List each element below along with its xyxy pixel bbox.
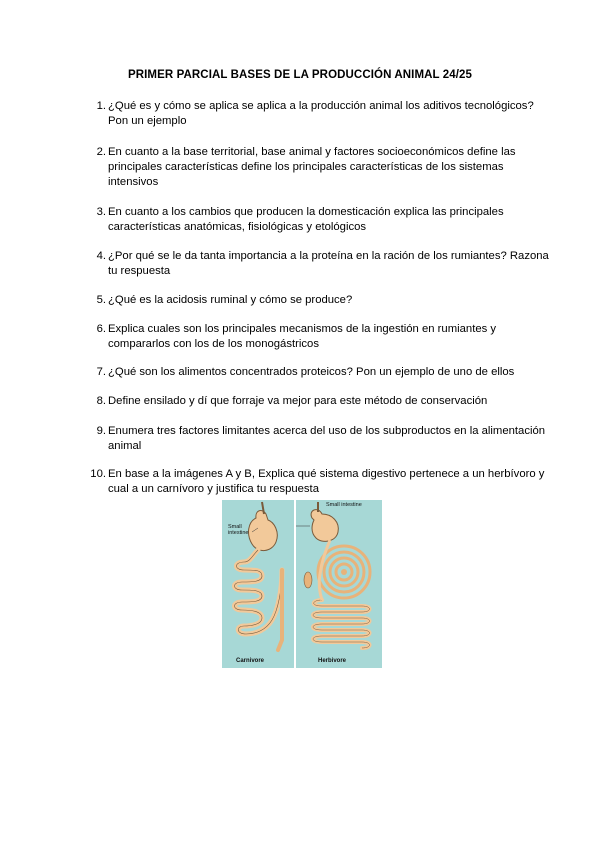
question-2 bbox=[90, 145, 550, 190]
herbivore-caption: Herbivore bbox=[318, 658, 347, 664]
herbivore-intestine-label: Small intestine bbox=[326, 502, 362, 508]
question-9 bbox=[90, 424, 550, 454]
herbivore-stomach bbox=[311, 510, 338, 542]
question-7 bbox=[90, 365, 550, 380]
question-4 bbox=[90, 249, 550, 279]
question-text: ¿Qué es y cómo se aplica se aplica a la producción animal los aditivos tecnológicos? Pon un ejemplo bbox=[108, 100, 534, 127]
question-8 bbox=[90, 394, 550, 409]
exam-title: PRIMER PARCIAL BASES DE LA PRODUCCIÓN ANIMAL 24/25 bbox=[127, 69, 473, 81]
question-number: 7. bbox=[96, 366, 106, 378]
question-3 bbox=[90, 205, 550, 235]
question-1 bbox=[90, 99, 550, 129]
herbivore-cecum bbox=[304, 572, 312, 588]
question-number: 9. bbox=[96, 425, 106, 437]
question-text: Define ensilado y dí que forraje va mejor para este método de conservación bbox=[108, 395, 488, 407]
question-10 bbox=[90, 467, 550, 497]
question-text: ¿Qué son los alimentos concentrados proteicos? Pon un ejemplo de uno de ellos bbox=[108, 366, 515, 378]
question-text: ¿Qué es la acidosis ruminal y cómo se produce? bbox=[108, 294, 353, 306]
question-text: En base a la imágenes A y B, Explica qué sistema digestivo pertenece a un herbívoro y cual a un carnívoro y justifica tu respuesta bbox=[108, 468, 545, 495]
carnivore-caption: Carnivore bbox=[236, 658, 265, 664]
question-text: En cuanto a los cambios que producen la domesticación explica las principales características anatómicas, fisiológicas y etológicos bbox=[108, 206, 504, 233]
question-number: 8. bbox=[96, 395, 106, 407]
question-number: 3. bbox=[96, 206, 106, 218]
carnivore-intestine bbox=[235, 550, 283, 634]
question-text: En cuanto a la base territorial, base animal y factores socioeconómicos define las principales características define los principales características de los sistemas intensivos bbox=[108, 146, 516, 188]
question-number: 6. bbox=[96, 323, 106, 335]
question-text: Enumera tres factores limitantes acerca del uso de los subproductos en la alimentación animal bbox=[108, 425, 546, 452]
question-number: 2. bbox=[96, 146, 106, 158]
question-text: Explica cuales son los principales mecanismos de la ingestión en rumiantes y compararlos con los de los monogástricos bbox=[108, 323, 497, 350]
question-number: 1. bbox=[96, 100, 106, 112]
question-number: 5. bbox=[96, 294, 106, 306]
question-number: 4. bbox=[96, 250, 106, 262]
digestive-systems-figure bbox=[222, 500, 382, 668]
carnivore-intestine-label: Small intestine bbox=[228, 524, 249, 536]
question-6 bbox=[90, 322, 550, 352]
question-number: 10. bbox=[90, 468, 106, 480]
question-text: ¿Por qué se le da tanta importancia a la proteína en la ración de los rumiantes? Razona tu respuesta bbox=[108, 250, 549, 277]
question-5 bbox=[90, 293, 550, 308]
